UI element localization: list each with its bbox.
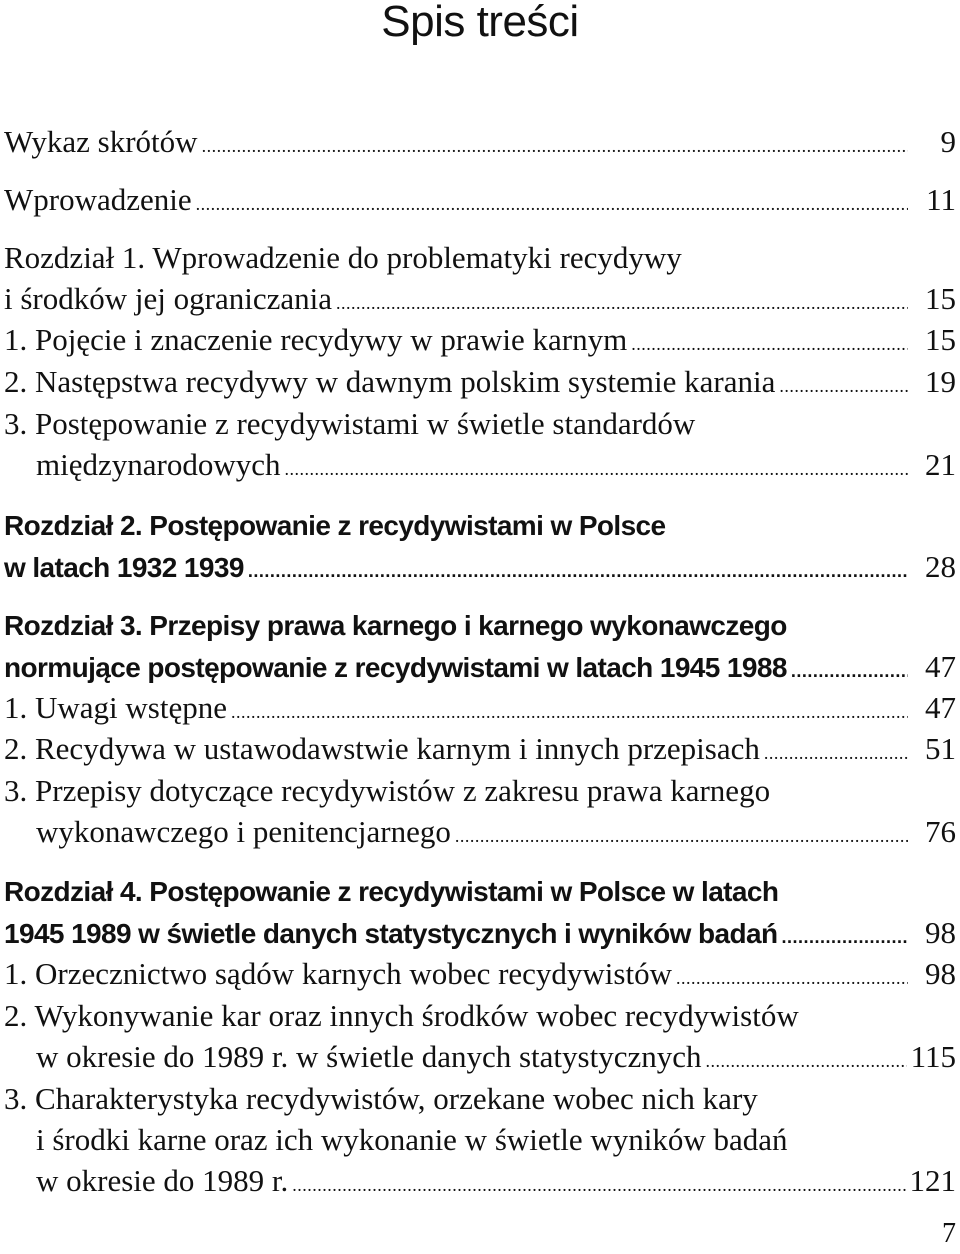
toc-entry-title: Wprowadzenie (4, 182, 192, 217)
toc-entry-title: i środki karne oraz ich wykonanie w świetle wyników badań (36, 1122, 788, 1157)
dot-leader (706, 1041, 907, 1081)
toc-chapter-2-line-2[interactable] (4, 547, 956, 591)
toc-entry-title: międzynarodowych (36, 447, 281, 482)
toc-section-4-2-line-1[interactable] (4, 996, 956, 1036)
toc-entry-page: 15 (925, 322, 956, 357)
toc-chapter-1-line-1[interactable] (4, 238, 956, 278)
dot-leader (196, 184, 908, 224)
toc-chapter-4-line-1[interactable] (4, 872, 956, 912)
toc-entry-title: 1945 1989 w świetle danych statystycznych i wyników badań (4, 918, 778, 949)
dot-leader (336, 283, 908, 323)
dot-leader (791, 651, 908, 691)
toc-entry-title: 1. Pojęcie i znaczenie recydywy w prawie karnym (4, 322, 628, 357)
dot-leader (781, 917, 908, 957)
dot-leader (764, 733, 908, 773)
toc-entry-title: Wykaz skrótów (4, 124, 198, 159)
toc-entry-page: 11 (926, 182, 956, 217)
toc-section-4-3-line-1[interactable] (4, 1079, 956, 1119)
toc-entry-title: Rozdział 2. Postępowanie z recydywistami w Polsce (4, 510, 666, 541)
toc-entry-page: 9 (940, 124, 956, 159)
toc-entry-title: 3. Przepisy dotyczące recydywistów z zakresu prawa karnego (4, 773, 771, 808)
dot-leader (779, 366, 908, 406)
toc-section-4-1[interactable] (4, 954, 956, 998)
toc-entry-page: 47 (925, 690, 956, 725)
toc-entry-introduction[interactable] (4, 180, 956, 224)
toc-section-3-3-line-1[interactable] (4, 771, 956, 811)
toc-section-1-1[interactable] (4, 320, 956, 364)
toc-entry-page: 98 (925, 956, 956, 991)
toc-entry-title: 2. Recydywa w ustawodawstwie karnym i innych przepisach (4, 731, 760, 766)
toc-entry-page: 47 (925, 649, 956, 684)
toc-entry-page: 51 (925, 731, 956, 766)
toc-entry-page: 76 (925, 814, 956, 849)
toc-entry-page: 98 (925, 915, 956, 950)
dot-leader (248, 551, 908, 591)
dot-leader (284, 449, 908, 489)
toc-section-3-2[interactable] (4, 729, 956, 773)
toc-entry-title: Rozdział 1. Wprowadzenie do problematyki recydywy (4, 240, 682, 275)
dot-leader (292, 1165, 905, 1205)
toc-entry-title: 2. Wykonywanie kar oraz innych środków wobec recydywistów (4, 998, 799, 1033)
toc-section-3-3-line-2[interactable] (36, 812, 956, 856)
dot-leader (676, 958, 908, 998)
toc-entry-title: Rozdział 3. Przepisy prawa karnego i karnego wykonawczego (4, 610, 787, 641)
dot-leader (455, 816, 908, 856)
toc-entry-page: 28 (925, 549, 956, 584)
toc-section-1-2[interactable] (4, 362, 956, 406)
toc-entry-title: 1. Uwagi wstępne (4, 690, 227, 725)
toc-entry-title: wykonawczego i penitencjarnego (36, 814, 451, 849)
dot-leader (202, 126, 908, 166)
page-number: 7 (942, 1218, 956, 1249)
toc-entry-title: w okresie do 1989 r. (36, 1163, 289, 1198)
toc-chapter-2-line-1[interactable] (4, 506, 956, 546)
toc-entry-title: 1. Orzecznictwo sądów karnych wobec recydywistów (4, 956, 672, 991)
toc-section-4-3-line-3[interactable] (36, 1161, 956, 1205)
toc-section-3-1[interactable] (4, 688, 956, 732)
toc-entry-page: 15 (925, 281, 956, 316)
toc-section-1-3-line-2[interactable] (36, 445, 956, 489)
toc-entry-title: i środków jej ograniczania (4, 281, 332, 316)
toc-entry-title: 3. Postępowanie z recydywistami w świetle standardów (4, 406, 696, 441)
toc-entry-abbreviations[interactable] (4, 122, 956, 166)
toc-entry-title: 3. Charakterystyka recydywistów, orzekane wobec nich kary (4, 1081, 758, 1116)
toc-chapter-3-line-1[interactable] (4, 606, 956, 646)
toc-entry-page: 19 (925, 364, 956, 399)
dot-leader (231, 692, 908, 732)
toc-entry-page: 121 (909, 1163, 956, 1198)
toc-entry-title: w latach 1932 1939 (4, 552, 244, 583)
toc-chapter-4-line-2[interactable] (4, 913, 956, 957)
dot-leader (631, 324, 908, 364)
toc-chapter-3-line-2[interactable] (4, 647, 956, 691)
toc-section-1-3-line-1[interactable] (4, 404, 956, 444)
toc-entry-title: normujące postępowanie z recydywistami w latach 1945 1988 (4, 652, 787, 683)
toc-entry-title: 2. Następstwa recydywy w dawnym polskim systemie karania (4, 364, 776, 399)
toc-entry-page: 21 (925, 447, 956, 482)
toc-section-4-2-line-2[interactable] (36, 1037, 956, 1081)
toc-entry-page: 115 (910, 1039, 956, 1074)
page-title: Spis treści (381, 0, 579, 46)
toc-section-4-3-line-2[interactable] (36, 1120, 956, 1160)
toc-chapter-1-line-2[interactable] (4, 279, 956, 323)
toc-entry-title: Rozdział 4. Postępowanie z recydywistami w Polsce w latach (4, 876, 779, 907)
toc-entry-title: w okresie do 1989 r. w świetle danych statystycznych (36, 1039, 702, 1074)
